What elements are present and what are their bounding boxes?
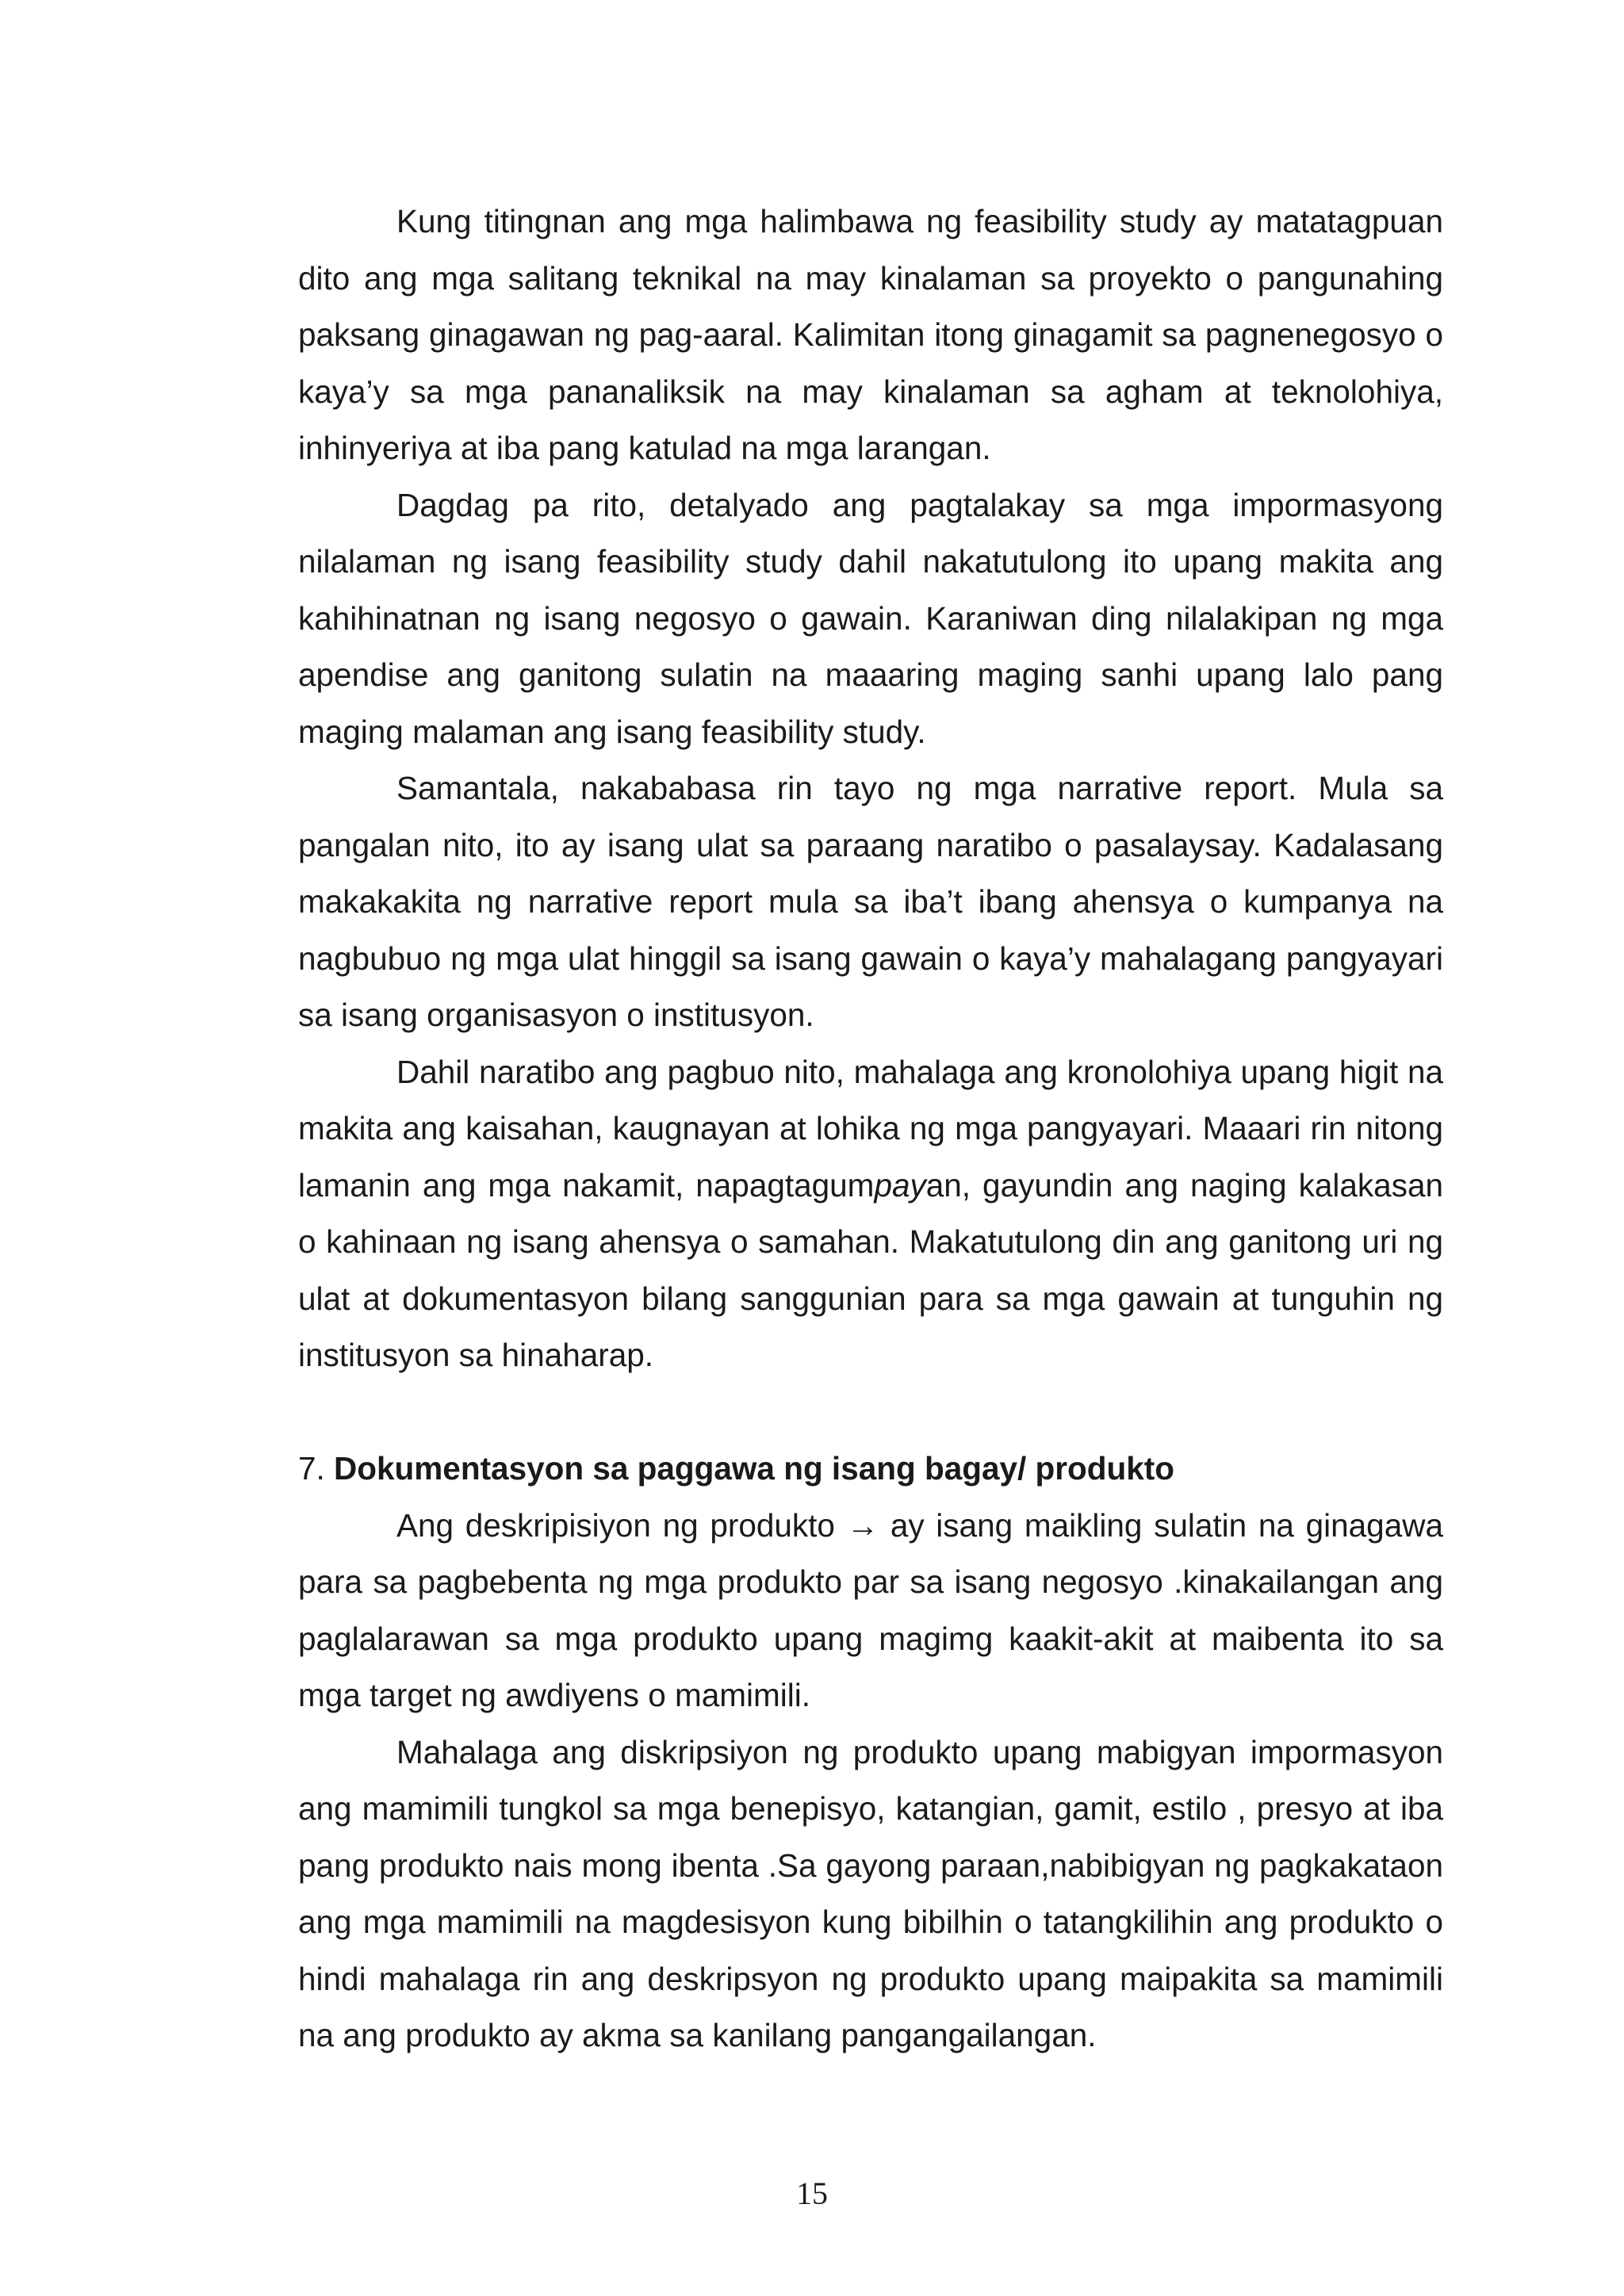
paragraph-narrative-chronology — [298, 1044, 1443, 1384]
paragraph-feasibility-examples: Kung titingnan ang mga halimbawa ng feasibility study ay matatagpuan dito ang mga salitang teknikal na may kinalaman sa proyekto o pangunahing paksang ginagawan ng pag-aaral. Kalimitan itong ginagamit sa pagnenegosyo o kaya’y sa mga pananaliksik na may kinalaman sa agham at teknolohiya, inhinyeriya at iba pang katulad na mga larangan. — [298, 203, 1443, 466]
paragraph-text-part1: Dahil naratibo ang pagbuo nito, mahalaga ang kronolohiya upang higit na makita ang kaisahan, kaugnayan at lohika ng mga pangyayari. Maaari rin nitong lamanin ang mga nakamit, napagtagum — [298, 1053, 1443, 1203]
section-heading — [298, 1441, 1443, 1498]
paragraph-product-importance: Mahalaga ang diskripsiyon ng produkto upang mabigyan impormasyon ang mamimili tungkol sa mga benepisyo, katangian, gamit, estilo , presyo at iba pang produkto nais mong ibenta .Sa gayong paraan,nabibigyan ng pagkakataon ang mga mamimili na magdesisyon kung bibilhin o tatangkilihin ang produkto o hindi mahalaga rin ang deskripsyon ng produkto upang maipakita sa mamimili na ang produkto ay akma sa kanilang pangangailangan. — [298, 1733, 1443, 2053]
paragraph-product-description: Ang deskripisiyon ng produkto → ay isang maikling sulatin na ginagawa para sa pagbebenta ng mga produkto par sa isang negosyo .kinakailangan ang paglalarawan sa mga produkto upang magimg kaakit-akit at maibenta ito sa mga target ng awdiyens o mamimili. — [298, 1506, 1443, 1713]
paragraph-feasibility-details: Dagdag pa rito, detalyado ang pagtalakay sa mga impormasyong nilalaman ng isang feasibility study dahil nakatutulong ito upang makita ang kahihinatnan ng isang negosyo o gawain. Karaniwan ding nilalakipan ng mga apendise ang ganitong sulatin na maaaring maging sanhi upang lalo pang maging malaman ang isang feasibility study. — [298, 486, 1443, 750]
paragraph-narrative-report: Samantala, nakababasa rin tayo ng mga narrative report. Mula sa pangalan nito, ito ay isang ulat sa paraang naratibo o pasalaysay. Kadalasang makakakita ng narrative report mula sa iba’t ibang ahensya o kumpanya na nagbubuo ng mga ulat hinggil sa isang gawain o kaya’y mahalagang pangyayari sa isang organisasyon o institusyon. — [298, 770, 1443, 1033]
document-body — [298, 193, 1443, 2064]
paragraph-text-italic: pay — [874, 1166, 926, 1203]
page-number: 15 — [796, 2175, 828, 2211]
section-title: Dokumentasyon sa paggawa ng isang bagay/ produkto — [334, 1450, 1174, 1487]
paragraph-text-part2: an, gayundin ang naging kalakasan o kahinaan ng isang ahensya o samahan. Makatutulong din ang ganitong uri ng ulat at dokumentasyon bilang sanggunian para sa mga gawain at tunguhin ng institusyon sa hinaharap. — [298, 1166, 1443, 1373]
section-number: 7. — [298, 1450, 325, 1487]
